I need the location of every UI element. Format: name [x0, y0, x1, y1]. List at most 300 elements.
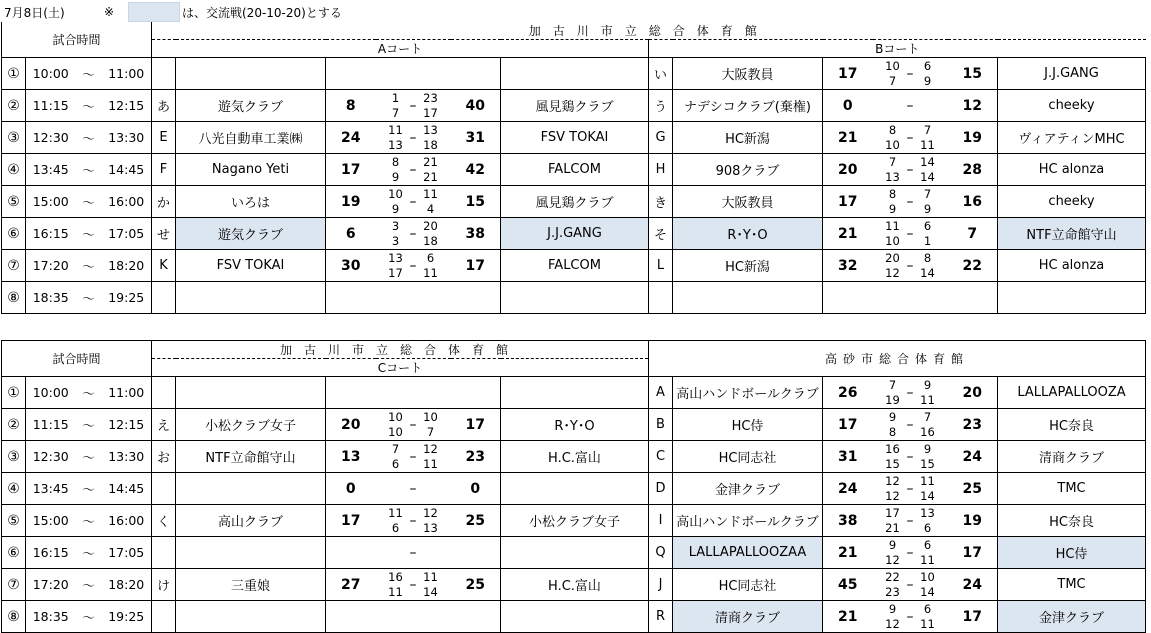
match-code: K	[152, 250, 176, 282]
first-half-score-right: 6	[923, 538, 932, 552]
legend-swatch	[128, 2, 180, 22]
score-dash: –	[906, 512, 914, 529]
total-score-left: 19	[326, 186, 376, 218]
score-dash: –	[409, 448, 417, 465]
score-dash: –	[409, 416, 417, 433]
second-half-score-right: 11	[920, 138, 935, 152]
slot-number: ②	[2, 409, 26, 441]
end-time: 16:00	[102, 186, 152, 218]
team-right	[501, 537, 649, 569]
first-half-score-left: 10	[388, 187, 403, 201]
team-right: 金津クラブ	[998, 601, 1146, 633]
match-code: G	[649, 122, 673, 154]
halftime-scores	[376, 601, 451, 633]
team-left: Nagano Yeti	[176, 154, 326, 186]
venue-left: 加古川市立総合体育館	[152, 22, 1146, 40]
total-score-left: 17	[823, 409, 873, 441]
total-score-left: 17	[326, 154, 376, 186]
total-score-right: 31	[451, 122, 501, 154]
total-score-right: 15	[948, 58, 998, 90]
team-left: 金津クラブ	[673, 473, 823, 505]
total-score-left: 21	[823, 218, 873, 250]
team-left	[176, 377, 326, 409]
team-right: 風見鶏クラブ	[501, 90, 649, 122]
score-dash: –	[409, 225, 417, 242]
table-row	[2, 58, 1146, 90]
halftime-scores	[873, 441, 948, 473]
match-code: F	[152, 154, 176, 186]
total-score-left: 17	[326, 505, 376, 537]
team-right: TMC	[998, 473, 1146, 505]
total-score-right: 28	[948, 154, 998, 186]
second-half-score-right: 14	[920, 585, 935, 599]
end-time: 16:00	[102, 505, 152, 537]
match-code: D	[649, 473, 673, 505]
first-half-score-left: 8	[391, 155, 400, 169]
first-half-score-left: 7	[391, 442, 400, 456]
end-time: 17:05	[102, 537, 152, 569]
table-row	[2, 537, 1146, 569]
total-score-left: 13	[326, 441, 376, 473]
match-code: け	[152, 569, 176, 601]
second-half-score-right: 6	[923, 521, 932, 535]
time-tilde: 〜	[76, 90, 102, 122]
score-dash: –	[906, 129, 914, 146]
total-score-right: 20	[948, 377, 998, 409]
second-half-score-left: 8	[888, 425, 897, 439]
total-score-left: 20	[326, 409, 376, 441]
start-time: 17:20	[26, 250, 76, 282]
total-score-left: 17	[823, 186, 873, 218]
second-half-score-right: 18	[423, 138, 438, 152]
first-half-score-right: 6	[923, 219, 932, 233]
first-half-score-right: 12	[423, 506, 438, 520]
total-score-right: 19	[948, 505, 998, 537]
team-left: HC同志社	[673, 569, 823, 601]
total-score-right: 0	[451, 473, 501, 505]
first-half-score-right: 11	[423, 570, 438, 584]
match-code: I	[649, 505, 673, 537]
second-half-score-right: 11	[423, 457, 438, 471]
team-left	[176, 282, 326, 314]
total-score-right: 17	[948, 601, 998, 633]
second-half-score-right: 11	[920, 617, 935, 631]
team-right	[501, 282, 649, 314]
total-score-right: 12	[948, 90, 998, 122]
time-tilde: 〜	[76, 537, 102, 569]
second-half-score-right: 14	[920, 170, 935, 184]
end-time: 19:25	[102, 282, 152, 314]
match-code: く	[152, 505, 176, 537]
team-left	[176, 537, 326, 569]
total-score-left: 32	[823, 250, 873, 282]
start-time: 15:00	[26, 186, 76, 218]
start-time: 16:15	[26, 537, 76, 569]
first-half-score-left: 7	[888, 378, 897, 392]
table-row	[2, 186, 1146, 218]
second-half-score-right: 4	[426, 202, 435, 216]
halftime-scores	[376, 122, 451, 154]
total-score-right: 38	[451, 218, 501, 250]
slot-number: ⑧	[2, 282, 26, 314]
score-dash: –	[906, 97, 914, 114]
total-score-left: 30	[326, 250, 376, 282]
halftime-scores	[873, 409, 948, 441]
team-right: 小松クラブ女子	[501, 505, 649, 537]
time-tilde: 〜	[76, 154, 102, 186]
halftime-scores	[873, 537, 948, 569]
team-left: HC新潟	[673, 250, 823, 282]
start-time: 16:15	[26, 218, 76, 250]
team-right: HC奈良	[998, 505, 1146, 537]
second-half-score-left: 6	[391, 457, 400, 471]
team-right: FALCOM	[501, 154, 649, 186]
halftime-scores	[376, 58, 451, 90]
first-half-score-left: 3	[391, 219, 400, 233]
start-time: 17:20	[26, 569, 76, 601]
second-half-score-left: 12	[885, 489, 900, 503]
score-dash: –	[906, 448, 914, 465]
second-half-score-left: 12	[885, 553, 900, 567]
second-half-score-left: 6	[391, 521, 400, 535]
start-time: 13:45	[26, 154, 76, 186]
score-dash: –	[409, 161, 417, 178]
time-tilde: 〜	[76, 377, 102, 409]
score-dash: –	[409, 480, 417, 497]
time-tilde: 〜	[76, 473, 102, 505]
table-row	[2, 441, 1146, 473]
team-left: 大阪教員	[673, 58, 823, 90]
venue-left: 加古川市立総合体育館	[152, 341, 649, 359]
total-score-right	[451, 601, 501, 633]
second-half-score-left: 7	[391, 106, 400, 120]
halftime-scores	[873, 186, 948, 218]
score-dash: –	[409, 576, 417, 593]
score-dash: –	[906, 608, 914, 625]
first-half-score-right: 11	[423, 187, 438, 201]
score-dash: –	[409, 544, 417, 561]
start-time: 10:00	[26, 58, 76, 90]
end-time: 19:25	[102, 601, 152, 633]
team-right	[998, 282, 1146, 314]
score-dash: –	[906, 576, 914, 593]
first-half-score-right: 9	[923, 442, 932, 456]
total-score-left	[326, 377, 376, 409]
first-half-score-left: 11	[388, 123, 403, 137]
second-half-score-left: 9	[888, 202, 897, 216]
team-right	[501, 473, 649, 505]
first-half-score-right: 12	[423, 442, 438, 456]
court-a-label: Aコート	[152, 40, 649, 58]
total-score-left: 0	[326, 473, 376, 505]
second-half-score-right: 11	[423, 266, 438, 280]
slot-number: ①	[2, 377, 26, 409]
first-half-score-left: 11	[885, 219, 900, 233]
time-tilde: 〜	[76, 569, 102, 601]
team-right	[501, 601, 649, 633]
halftime-scores	[873, 601, 948, 633]
slot-number: ⑥	[2, 218, 26, 250]
team-right: ヴィアティンMHC	[998, 122, 1146, 154]
table-row	[2, 90, 1146, 122]
second-half-score-left: 15	[885, 457, 900, 471]
slot-number: ⑦	[2, 250, 26, 282]
match-code: そ	[649, 218, 673, 250]
first-half-score-left: 11	[388, 506, 403, 520]
total-score-left	[823, 282, 873, 314]
second-half-score-right: 21	[423, 170, 438, 184]
total-score-right: 17	[948, 537, 998, 569]
team-left	[176, 473, 326, 505]
first-half-score-right: 13	[423, 123, 438, 137]
top-schedule-table	[1, 22, 1146, 314]
team-right: FSV TOKAI	[501, 122, 649, 154]
first-half-score-right: 10	[423, 410, 438, 424]
total-score-left: 6	[326, 218, 376, 250]
team-left: 遊気クラブ	[176, 218, 326, 250]
total-score-right: 15	[451, 186, 501, 218]
halftime-scores	[376, 250, 451, 282]
second-half-score-right: 1	[923, 234, 932, 248]
table-row	[2, 377, 1146, 409]
total-score-left	[326, 537, 376, 569]
team-right: 風見鶏クラブ	[501, 186, 649, 218]
second-half-score-right: 14	[920, 266, 935, 280]
first-half-score-left: 9	[888, 410, 897, 424]
team-left: HC同志社	[673, 441, 823, 473]
halftime-scores	[376, 282, 451, 314]
match-code: お	[152, 441, 176, 473]
match-code: R	[649, 601, 673, 633]
halftime-scores	[376, 409, 451, 441]
second-half-score-left: 13	[885, 170, 900, 184]
team-left: 908クラブ	[673, 154, 823, 186]
halftime-scores	[873, 282, 948, 314]
first-half-score-right: 7	[923, 410, 932, 424]
score-dash: –	[409, 129, 417, 146]
second-half-score-left: 21	[885, 521, 900, 535]
slot-number: ⑦	[2, 569, 26, 601]
first-half-score-left: 13	[388, 251, 403, 265]
score-dash: –	[409, 512, 417, 529]
team-left: 高山ハンドボールクラブ	[673, 505, 823, 537]
first-half-score-right: 13	[920, 506, 935, 520]
time-tilde: 〜	[76, 441, 102, 473]
slot-number: ④	[2, 154, 26, 186]
end-time: 11:00	[102, 377, 152, 409]
match-code	[152, 377, 176, 409]
total-score-right	[451, 58, 501, 90]
team-left	[176, 601, 326, 633]
first-half-score-left: 10	[885, 59, 900, 73]
score-dash: –	[906, 257, 914, 274]
second-half-score-left: 10	[388, 425, 403, 439]
end-time: 14:45	[102, 473, 152, 505]
first-half-score-left: 16	[388, 570, 403, 584]
total-score-left: 21	[823, 601, 873, 633]
team-left: 大阪教員	[673, 186, 823, 218]
team-right: J.J.GANG	[501, 218, 649, 250]
halftime-scores	[376, 537, 451, 569]
match-code	[152, 601, 176, 633]
score-dash: –	[409, 257, 417, 274]
note-text: は、交流戦(20-10-20)とする	[182, 5, 342, 20]
total-score-left: 27	[326, 569, 376, 601]
total-score-left: 24	[326, 122, 376, 154]
second-half-score-left: 11	[388, 585, 403, 599]
total-score-left: 26	[823, 377, 873, 409]
match-code: J	[649, 569, 673, 601]
match-code: H	[649, 154, 673, 186]
team-left: HC新潟	[673, 122, 823, 154]
second-half-score-right: 15	[920, 457, 935, 471]
second-half-score-left: 7	[888, 74, 897, 88]
total-score-left: 31	[823, 441, 873, 473]
match-code: え	[152, 409, 176, 441]
first-half-score-right: 6	[923, 59, 932, 73]
slot-number: ①	[2, 58, 26, 90]
total-score-right: 19	[948, 122, 998, 154]
score-dash: –	[906, 544, 914, 561]
second-half-score-left: 19	[885, 393, 900, 407]
first-half-score-right: 14	[920, 155, 935, 169]
table-row	[2, 218, 1146, 250]
second-half-score-left: 10	[885, 138, 900, 152]
halftime-scores	[376, 473, 451, 505]
team-right: FALCOM	[501, 250, 649, 282]
start-time: 11:15	[26, 90, 76, 122]
total-score-right: 23	[451, 441, 501, 473]
team-right: R･Y･O	[501, 409, 649, 441]
total-score-right: 17	[451, 250, 501, 282]
team-right: J.J.GANG	[998, 58, 1146, 90]
team-left: HC侍	[673, 409, 823, 441]
team-left: 三重娘	[176, 569, 326, 601]
second-half-score-right: 11	[920, 393, 935, 407]
start-time: 11:15	[26, 409, 76, 441]
total-score-right	[451, 537, 501, 569]
table-row	[2, 282, 1146, 314]
team-left: 高山クラブ	[176, 505, 326, 537]
bottom-schedule-table	[1, 340, 1146, 633]
first-half-score-right: 11	[920, 474, 935, 488]
slot-number: ⑤	[2, 505, 26, 537]
start-time: 10:00	[26, 377, 76, 409]
first-half-score-left: 17	[885, 506, 900, 520]
note-mark: ※	[104, 5, 115, 19]
second-half-score-right: 18	[423, 234, 438, 248]
second-half-score-left: 10	[885, 234, 900, 248]
match-code	[152, 58, 176, 90]
match-code	[152, 473, 176, 505]
time-tilde: 〜	[76, 186, 102, 218]
total-score-right: 25	[451, 505, 501, 537]
team-right: HC alonza	[998, 250, 1146, 282]
team-left: 高山ハンドボールクラブ	[673, 377, 823, 409]
first-half-score-left: 9	[888, 538, 897, 552]
slot-number: ②	[2, 90, 26, 122]
first-half-score-left: 8	[888, 123, 897, 137]
match-code: A	[649, 377, 673, 409]
end-time: 13:30	[102, 441, 152, 473]
start-time: 15:00	[26, 505, 76, 537]
match-code: B	[649, 409, 673, 441]
halftime-scores	[376, 154, 451, 186]
table-row	[2, 473, 1146, 505]
match-code: C	[649, 441, 673, 473]
halftime-scores	[873, 122, 948, 154]
team-left: LALLAPALLOOZAA	[673, 537, 823, 569]
first-half-score-left: 8	[888, 187, 897, 201]
table-row	[2, 601, 1146, 633]
halftime-scores	[873, 250, 948, 282]
first-half-score-right: 8	[923, 251, 932, 265]
time-tilde: 〜	[76, 409, 102, 441]
team-left: 八光自動車工業㈱	[176, 122, 326, 154]
halftime-scores	[376, 218, 451, 250]
first-half-score-right: 10	[920, 570, 935, 584]
time-tilde: 〜	[76, 505, 102, 537]
end-time: 11:00	[102, 58, 152, 90]
team-left: いろは	[176, 186, 326, 218]
time-tilde: 〜	[76, 250, 102, 282]
match-code	[152, 282, 176, 314]
team-left	[673, 282, 823, 314]
total-score-left: 38	[823, 505, 873, 537]
total-score-right	[948, 282, 998, 314]
start-time: 18:35	[26, 601, 76, 633]
end-time: 18:20	[102, 250, 152, 282]
match-code: せ	[152, 218, 176, 250]
end-time: 14:45	[102, 154, 152, 186]
team-right: NTF立命館守山	[998, 218, 1146, 250]
second-half-score-left: 3	[391, 234, 400, 248]
second-half-score-right: 16	[920, 425, 935, 439]
match-code: き	[649, 186, 673, 218]
team-right	[501, 377, 649, 409]
second-half-score-right: 9	[923, 74, 932, 88]
slot-number: ⑧	[2, 601, 26, 633]
score-dash: –	[409, 97, 417, 114]
slot-number: ③	[2, 122, 26, 154]
date-label: 7月8日(土)	[4, 5, 65, 20]
second-half-score-right: 9	[923, 202, 932, 216]
match-code	[649, 282, 673, 314]
halftime-scores	[873, 58, 948, 90]
halftime-scores	[376, 505, 451, 537]
halftime-scores	[873, 473, 948, 505]
score-dash: –	[906, 225, 914, 242]
total-score-right: 23	[948, 409, 998, 441]
team-right: cheeky	[998, 90, 1146, 122]
halftime-scores	[873, 154, 948, 186]
total-score-left: 20	[823, 154, 873, 186]
score-dash: –	[906, 384, 914, 401]
match-code	[152, 537, 176, 569]
venue-right: 高砂市総合体育館	[649, 341, 1146, 377]
time-header: 試合時間	[2, 22, 152, 58]
first-half-score-right: 23	[423, 91, 438, 105]
total-score-right	[451, 282, 501, 314]
slot-number: ⑥	[2, 537, 26, 569]
total-score-right: 25	[948, 473, 998, 505]
team-right: HC奈良	[998, 409, 1146, 441]
first-half-score-right: 7	[923, 187, 932, 201]
team-left: 小松クラブ女子	[176, 409, 326, 441]
second-half-score-left: 23	[885, 585, 900, 599]
halftime-scores	[376, 569, 451, 601]
score-dash: –	[409, 193, 417, 210]
